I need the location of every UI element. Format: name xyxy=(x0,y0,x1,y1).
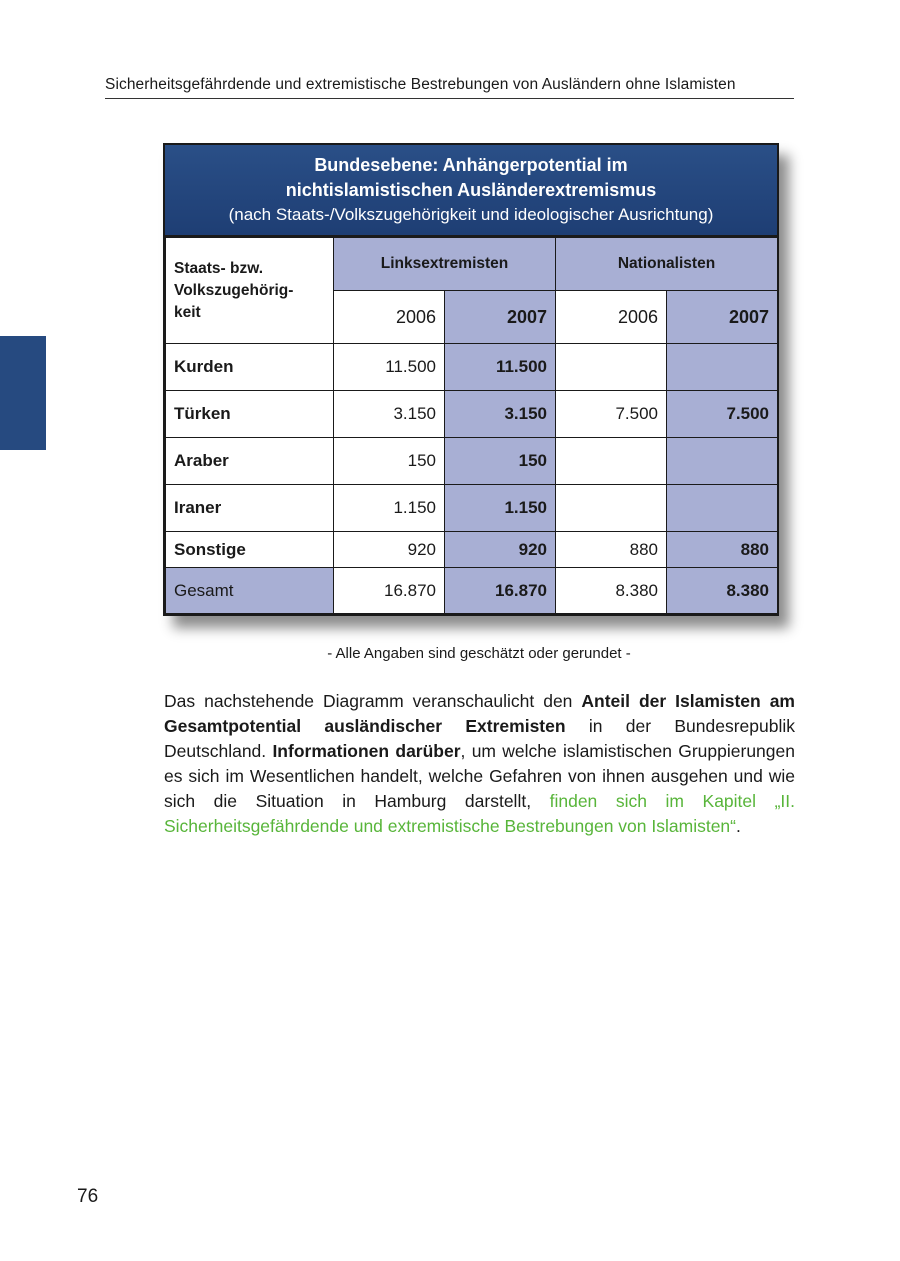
table-row xyxy=(166,391,778,438)
cell-value xyxy=(556,344,667,391)
cell-value: 920 xyxy=(334,532,445,568)
cell-value: 8.380 xyxy=(667,568,778,614)
cell-value: 880 xyxy=(667,532,778,568)
table-row-total xyxy=(166,568,778,614)
cell-value: 16.870 xyxy=(334,568,445,614)
table-title xyxy=(165,145,777,237)
year-header: 2006 xyxy=(334,291,445,344)
row-label: Iraner xyxy=(166,485,334,532)
text-run: , um welche islamistischen Gruppierungen es sich im Wesentlichen handelt, welche Gefahren von ihnen ausgehen und wie sich die Situation in Hamburg darstellt, xyxy=(164,741,795,811)
year-header: 2006 xyxy=(556,291,667,344)
text-run-bold: Anteil der Islamisten am Gesamtpotential ausländischer Extremisten xyxy=(164,691,795,736)
corner-header xyxy=(166,238,334,344)
table-row xyxy=(166,344,778,391)
table-note: - Alle Angaben sind geschätzt oder gerundet - xyxy=(327,645,631,662)
cell-value: 150 xyxy=(334,438,445,485)
text-run: Das nachstehende Diagramm veranschaulicht den xyxy=(164,691,582,711)
cell-value: 1.150 xyxy=(445,485,556,532)
data-table xyxy=(165,237,778,614)
data-table-box xyxy=(163,143,779,616)
cell-value xyxy=(667,438,778,485)
cell-value: 3.150 xyxy=(445,391,556,438)
cell-value: 920 xyxy=(445,532,556,568)
row-label: Türken xyxy=(166,391,334,438)
cell-value xyxy=(667,344,778,391)
year-header: 2007 xyxy=(445,291,556,344)
cell-value: 7.500 xyxy=(556,391,667,438)
table-title-line-1: Bundesebene: Anhängerpotential im xyxy=(314,155,628,175)
group-header-links: Linksextremisten xyxy=(334,238,556,291)
chapter-side-tab xyxy=(0,336,46,450)
cell-value xyxy=(667,485,778,532)
page-number: 76 xyxy=(77,1186,99,1207)
cell-value xyxy=(556,485,667,532)
cell-value: 11.500 xyxy=(334,344,445,391)
year-header: 2007 xyxy=(667,291,778,344)
table-row xyxy=(166,438,778,485)
body-paragraph xyxy=(164,689,795,839)
corner-line: keit xyxy=(174,304,201,321)
cell-value xyxy=(556,438,667,485)
table-title-line-3: (nach Staats-/Volkszugehörigkeit und ideologischer Ausrichtung) xyxy=(228,205,714,224)
cell-value: 880 xyxy=(556,532,667,568)
row-label: Araber xyxy=(166,438,334,485)
text-run-bold: Informationen darüber xyxy=(272,741,461,761)
cell-value: 8.380 xyxy=(556,568,667,614)
cell-value: 16.870 xyxy=(445,568,556,614)
row-label: Kurden xyxy=(166,344,334,391)
chapter-reference-link[interactable]: finden sich im Kapitel „II. Sicherheitsgefährdende und extremistische Bestrebungen von Islamisten“ xyxy=(164,791,795,836)
cell-value: 1.150 xyxy=(334,485,445,532)
text-run: in der Bundesrepublik Deutschland. xyxy=(164,716,795,761)
cell-value: 3.150 xyxy=(334,391,445,438)
running-header: Sicherheitsgefährdende und extremistische Bestrebungen von Ausländern ohne Islamisten xyxy=(105,76,794,99)
row-label: Sonstige xyxy=(166,532,334,568)
group-header-nationalisten: Nationalisten xyxy=(556,238,778,291)
table-title-line-2: nichtislamistischen Ausländerextremismus xyxy=(285,180,657,200)
text-run: . xyxy=(736,816,741,836)
table-row xyxy=(166,485,778,532)
table-row xyxy=(166,532,778,568)
cell-value: 11.500 xyxy=(445,344,556,391)
cell-value: 7.500 xyxy=(667,391,778,438)
corner-line: Staats- bzw. xyxy=(174,260,263,277)
corner-line: Volkszugehörig- xyxy=(174,282,294,299)
cell-value: 150 xyxy=(445,438,556,485)
row-label: Gesamt xyxy=(166,568,334,614)
